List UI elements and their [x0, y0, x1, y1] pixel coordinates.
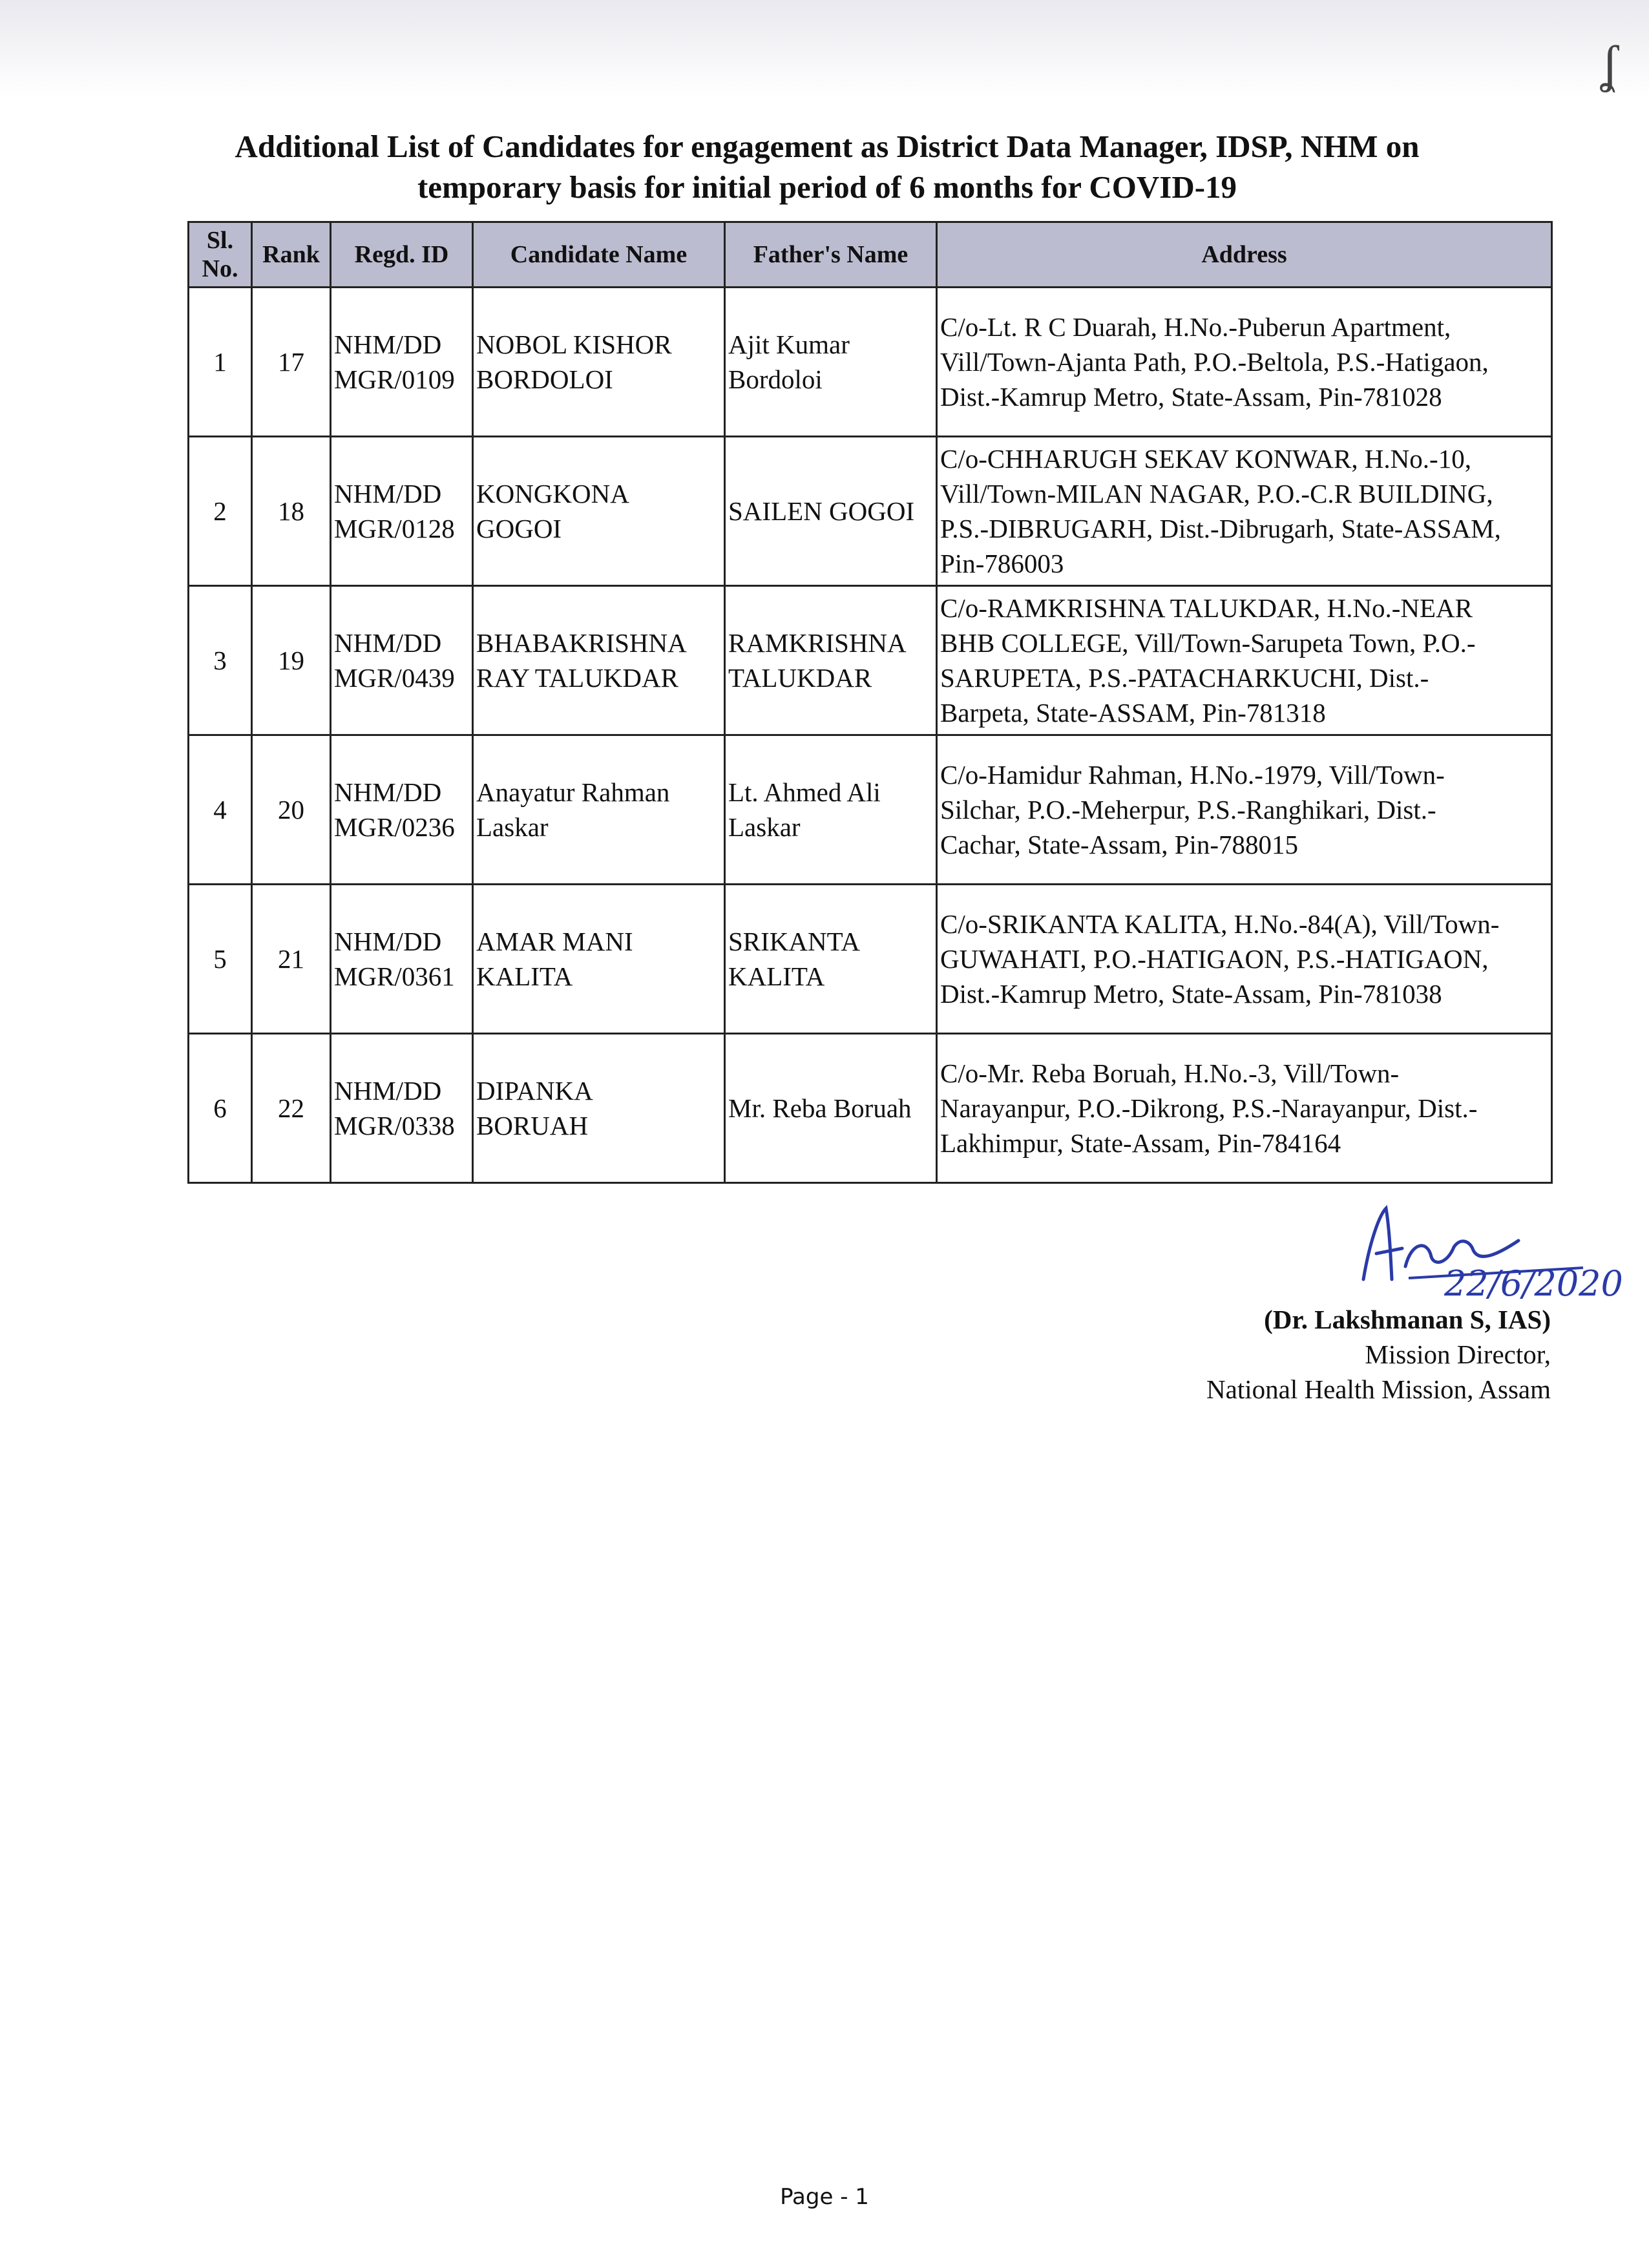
cell-candidate-name: DIPANKA BORUAH: [473, 1034, 725, 1183]
table-row: [189, 586, 1552, 735]
table-row: [189, 735, 1552, 885]
signatory-name: (Dr. Lakshmanan S, IAS): [1264, 1305, 1551, 1334]
header-fathers-name: Father's Name: [725, 222, 937, 288]
cell-address: C/o-Lt. R C Duarah, H.No.-Puberun Apartment, Vill/Town-Ajanta Path, P.O.-Beltola, P.S.-Hatigaon, Dist.-Kamrup Metro, State-Assam, Pin-781028: [937, 288, 1552, 437]
cell-sl: 1: [189, 288, 252, 437]
cell-address: C/o-Mr. Reba Boruah, H.No.-3, Vill/Town- Narayanpur, P.O.-Dikrong, P.S.-Narayanpur, Dist.- Lakhimpur, State-Assam, Pin-784164: [937, 1034, 1552, 1183]
header-sl-no: Sl. No.: [189, 222, 252, 288]
signatory-organization: National Health Mission, Assam: [1206, 1374, 1551, 1404]
cell-fathers-name: Ajit Kumar Bordoloi: [725, 288, 937, 437]
cell-sl: 4: [189, 735, 252, 885]
cell-regd-id: NHM/DD MGR/0109: [331, 288, 473, 437]
scan-shading: [0, 0, 1649, 97]
cell-sl: 3: [189, 586, 252, 735]
cell-fathers-name: RAMKRISHNA TALUKDAR: [725, 586, 937, 735]
cell-sl: 6: [189, 1034, 252, 1183]
cell-regd-id: NHM/DD MGR/0439: [331, 586, 473, 735]
handwritten-page-mark: ʆ: [1601, 36, 1619, 93]
cell-regd-id: NHM/DD MGR/0361: [331, 885, 473, 1034]
cell-fathers-name: SRIKANTA KALITA: [725, 885, 937, 1034]
table-row: [189, 1034, 1552, 1183]
cell-regd-id: NHM/DD MGR/0236: [331, 735, 473, 885]
header-regd-id: Regd. ID: [331, 222, 473, 288]
cell-sl: 2: [189, 437, 252, 586]
table-row: [189, 885, 1552, 1034]
header-address: Address: [937, 222, 1552, 288]
cell-address: C/o-SRIKANTA KALITA, H.No.-84(A), Vill/Town- GUWAHATI, P.O.-HATIGAON, P.S.-HATIGAON, Dist.-Kamrup Metro, State-Assam, Pin-781038: [937, 885, 1552, 1034]
cell-regd-id: NHM/DD MGR/0338: [331, 1034, 473, 1183]
signature-date: 22/6/2020: [1444, 1263, 1623, 1299]
cell-fathers-name: SAILEN GOGOI: [725, 437, 937, 586]
table-row: [189, 288, 1552, 437]
cell-address: C/o-Hamidur Rahman, H.No.-1979, Vill/Town- Silchar, P.O.-Meherpur, P.S.-Ranghikari, Dist.- Cachar, State-Assam, Pin-788015: [937, 735, 1552, 885]
cell-candidate-name: BHABAKRISHNA RAY TALUKDAR: [473, 586, 725, 735]
cell-rank: 20: [252, 735, 331, 885]
title-line-2: temporary basis for initial period of 6 months for COVID-19: [417, 169, 1237, 205]
cell-candidate-name: AMAR MANI KALITA: [473, 885, 725, 1034]
cell-candidate-name: Anayatur Rahman Laskar: [473, 735, 725, 885]
header-rank: Rank: [252, 222, 331, 288]
page-number: Page - 1: [780, 2184, 869, 2210]
cell-fathers-name: Lt. Ahmed Ali Laskar: [725, 735, 937, 885]
cell-rank: 22: [252, 1034, 331, 1183]
cell-rank: 17: [252, 288, 331, 437]
cell-rank: 21: [252, 885, 331, 1034]
cell-address: C/o-CHHARUGH SEKAV KONWAR, H.No.-10, Vill/Town-MILAN NAGAR, P.O.-C.R BUILDING, P.S.-DIBRUGARH, Dist.-Dibrugarh, State-ASSAM, Pin-786003: [937, 437, 1552, 586]
cell-candidate-name: NOBOL KISHOR BORDOLOI: [473, 288, 725, 437]
cell-rank: 19: [252, 586, 331, 735]
cell-rank: 18: [252, 437, 331, 586]
cell-fathers-name: Mr. Reba Boruah: [725, 1034, 937, 1183]
document-title: [187, 126, 1467, 207]
table-row: [189, 437, 1552, 586]
header-candidate-name: Candidate Name: [473, 222, 725, 288]
cell-candidate-name: KONGKONA GOGOI: [473, 437, 725, 586]
table-header-row: [189, 222, 1552, 288]
cell-address: C/o-RAMKRISHNA TALUKDAR, H.No.-NEAR BHB COLLEGE, Vill/Town-Sarupeta Town, P.O.- SARUPETA, P.S.-PATACHARKUCHI, Dist.- Barpeta, State-ASSAM, Pin-781318: [937, 586, 1552, 735]
cell-sl: 5: [189, 885, 252, 1034]
candidates-table: [187, 221, 1553, 1184]
handwritten-signature: [1350, 1202, 1628, 1299]
cell-regd-id: NHM/DD MGR/0128: [331, 437, 473, 586]
signatory-designation: Mission Director,: [1365, 1339, 1551, 1369]
title-line-1: Additional List of Candidates for engagement as District Data Manager, IDSP, NHM on: [235, 129, 1420, 164]
signatory-block: [969, 1302, 1551, 1407]
